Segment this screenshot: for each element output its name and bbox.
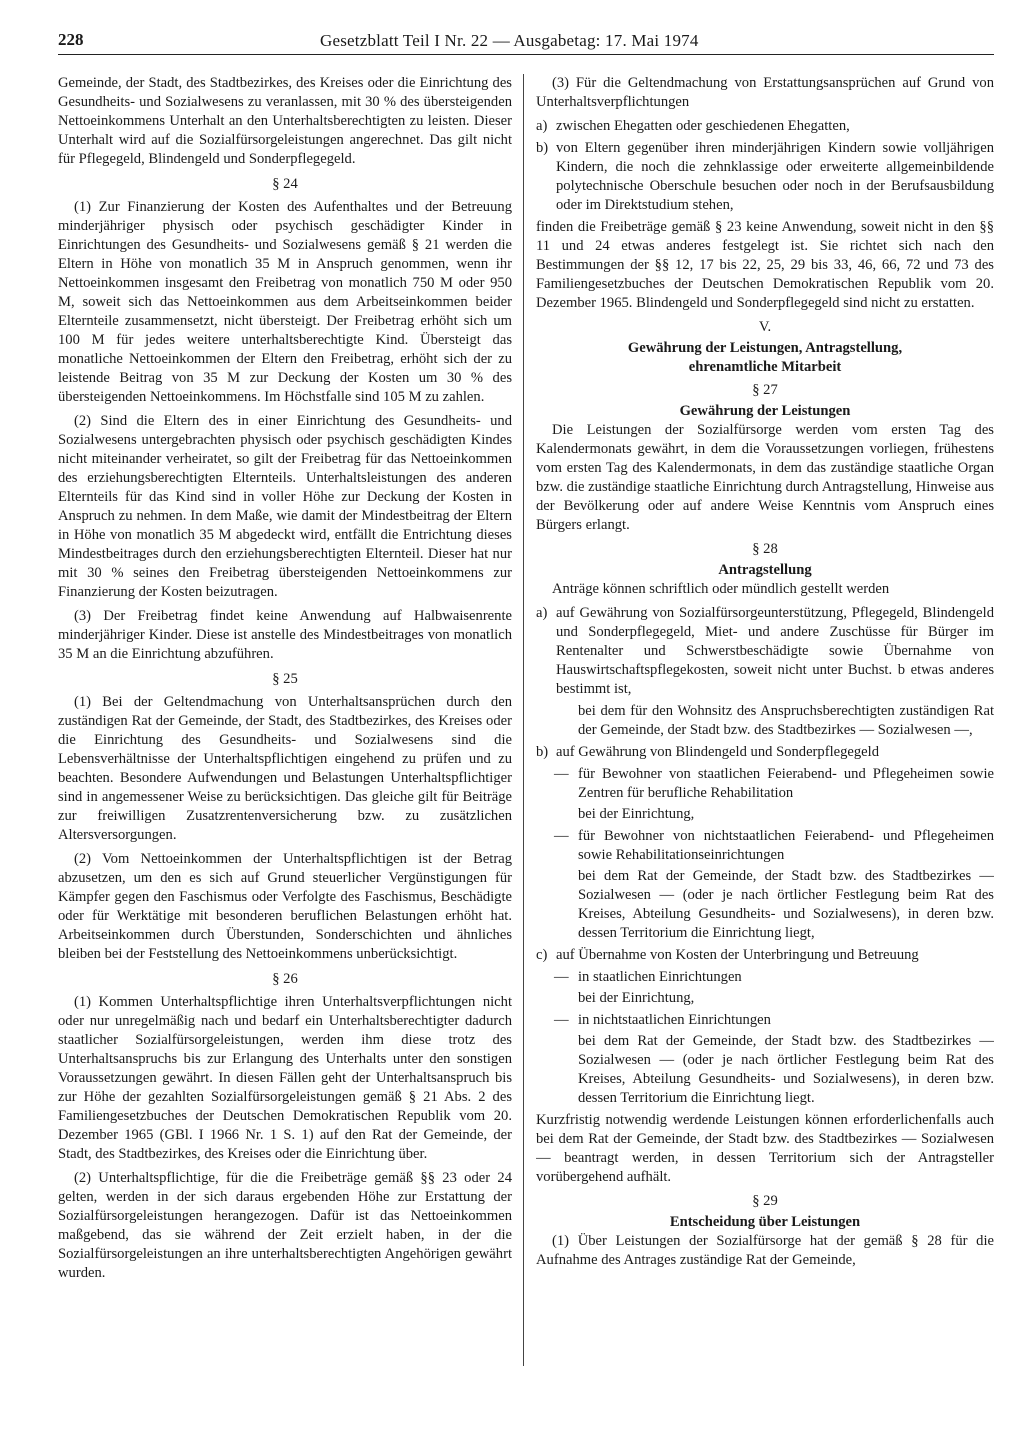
list-item (536, 139, 994, 215)
chapter-title: Gewährung der Leistungen, Antragstellung, (627, 340, 903, 356)
list-item-text: von Eltern gegenüber ihren minderjährigen Kindern sowie volljährigen Kindern, die noch die zehnklassige oder erweiterte allgemeinbildende polytechnische Oberschule besuchen oder noch in der Berufsausbildung oder im Direktstudium stehen, (556, 140, 994, 213)
list-marker: b) (536, 140, 549, 156)
paragraph: (2) Unterhaltspflichtige, für die die Freibeträge gemäß §§ 23 oder 24 gelten, werden in der sich daraus ergebenden Höhe zur Erstattung der Sozialfürsorgeleistungen herangezogen. Dafür ist das Nettoeinkommen maßgebend, das sie während der Zeit erzielt haben, in der die Sozialfürsorgeleistungen an ihre unterhaltsberechtigten Angehörigen gewährt wurden. (58, 1170, 512, 1281)
dash-marker: — (554, 969, 569, 985)
paragraph: (1) Über Leistungen der Sozialfürsorge hat der gemäß § 28 für die Aufnahme des Antrages zuständige Rat der Gemeinde, (536, 1233, 994, 1268)
paragraph: Die Leistungen der Sozialfürsorge werden vom ersten Tag des Kalendermonats gewährt, in dem die Voraussetzungen vorliegen, frühestens vom ersten Tag des Kalendermonats, in dem das zuständige staatliche Organ bzw. die zuständige staatliche Einrichtung durch Antragstellung, Hinweise aus der Bevölkerung oder auf andere Weise Kenntnis vom Anspruch eines Bürgers erlangt. (536, 422, 994, 533)
section-title: Antragstellung (718, 562, 812, 578)
left-column (58, 74, 512, 1364)
paragraph: finden die Freibeträge gemäß § 23 keine Anwendung, soweit nicht in den §§ 11 und 24 etwas anderes festgelegt ist. Sie richtet sich nach den Bestimmungen der §§ 12, 17 bis 22, 25, 29 bis 33, 46, 66, 72 und 73 des Familiengesetzbuches der Deutschen Demokratischen Republik vom 20. Dezember 1965. Blindengeld und Sonderpflegegeld sind nicht zu erstatten. (536, 219, 994, 311)
list-item (536, 604, 994, 699)
list-item-continuation: bei dem für den Wohnsitz des Anspruchsberechtigten zuständigen Rat der Gemeinde, der Stadt bzw. des Stadtbezirkes — Sozialwesen —, (578, 703, 994, 738)
list-item-text: auf Gewährung von Blindengeld und Sonderpflegegeld (556, 744, 880, 760)
list-item (536, 946, 994, 965)
list-item (536, 117, 994, 136)
list-item (536, 743, 994, 762)
sub-item (536, 1011, 994, 1030)
paragraph: (2) Vom Nettoeinkommen der Unterhaltspflichtigen ist der Betrag abzusetzen, um den es sich auf Grund steuerlicher Vergünstigungen für Kämpfer gegen den Faschismus oder Verfolgte des Faschismus, Beschädigte oder für Werktätige mit besonderen beruflichen Belastungen erhöht hat. Arbeitseinkommen durch Überstunden, Sonderschichten und ähnliches bleiben bei der Feststellung des Nettoeinkommens unberücksichtigt. (58, 851, 512, 962)
paragraph: (1) Zur Finanzierung der Kosten des Aufenthaltes und der Betreuung minderjähriger physisch oder psychisch geschädigter Kinder in Einrichtungen des Gesundheits- und Sozialwesens gemäß § 21 werden die Eltern in Höhe von monatlich 35 M in Anspruch genommen, wenn ihr Nettoeinkommen insgesamt den Freibetrag von monatlich 750 M oder 950 M, soweit sich das Nettoeinkommen aus dem Arbeitseinkommen beider Elternteile zusammensetzt, nicht übersteigt. Der Freibetrag erhöht sich um 100 M für jedes weitere unterhaltsberechtigte Kind. Übersteigt das monatliche Nettoeinkommen der Eltern den Freibetrag, erhöht sich der zu leistende Beitrag von 35 M zur Deckung der Kosten um 30 % des übersteigenden Nettoeinkommens. Im Höchstfalle sind 105 M zu zahlen. (58, 199, 512, 405)
section-title: Entscheidung über Leistungen (669, 1214, 861, 1230)
list-item-continuation: bei der Einrichtung, (578, 806, 695, 822)
section-heading-25: § 25 (272, 671, 298, 687)
section-heading-26: § 26 (272, 971, 298, 987)
section-heading-29: § 29 (752, 1193, 778, 1209)
sub-item (536, 968, 994, 987)
paragraph: (1) Bei der Geltendmachung von Unterhaltsansprüchen durch den zuständigen Rat der Gemeinde, der Stadt, des Stadtbezirkes, des Kreises oder die Einrichtung des Gesundheits- und Sozialwesens sind die Lebensverhältnisse der Unterhaltspflichtigen eingehend zu prüfen und zu beachten. Besondere Aufwendungen und Belastungen Unterhaltspflichtiger sind in angemessener Weise zu berücksichtigen. Das gleiche gilt für Beiträge zur freiwilligen Zusatzrentenversicherung bzw. zu zusätzlichen Altersversorgungen. (58, 694, 512, 843)
paragraph: (3) Für die Geltendmachung von Erstattungsansprüchen auf Grund von Unterhaltsverpflichtungen (536, 75, 994, 110)
sub-item-text: für Bewohner von staatlichen Feierabend- und Pflegeheimen sowie Zentren für berufliche Rehabilitation (578, 766, 994, 801)
page-header (58, 28, 994, 55)
list-item-continuation: bei der Einrichtung, (578, 990, 695, 1006)
sub-item-text: für Bewohner von nichtstaatlichen Feierabend- und Pflegeheimen sowie Rehabilitationseinrichtungen (578, 828, 994, 863)
dash-marker: — (554, 828, 569, 844)
section-title: Gewährung der Leistungen (679, 403, 851, 419)
list-marker: a) (536, 118, 548, 134)
sub-item (536, 827, 994, 865)
chapter-number: V. (758, 319, 772, 335)
section-heading-28: § 28 (752, 541, 778, 557)
sub-item-text: in nichtstaatlichen Einrichtungen (578, 1012, 771, 1028)
page-number: 228 (58, 30, 84, 49)
dash-marker: — (554, 766, 569, 782)
chapter-title: ehrenamtliche Mitarbeit (688, 359, 842, 375)
column-divider (523, 74, 524, 1366)
list-marker: a) (536, 605, 548, 621)
list-item-continuation: bei dem Rat der Gemeinde, der Stadt bzw. des Stadtbezirkes — Sozialwesen — (oder je nach örtlicher Festlegung beim Rat des Kreises, Abteilung Gesundheits- und Sozialwesens), in deren bzw. dessen Territorium die Einrichtung liegt. (578, 1033, 994, 1106)
paragraph: Kurzfristig notwendig werdende Leistungen können erforderlichenfalls auch bei dem Rat der Gemeinde, der Stadt bzw. des Stadtbezirkes — Sozialwesen — beantragt werden, in dessen Territorium sich der Antragsteller vorübergehend aufhält. (536, 1112, 994, 1185)
list-item-text: auf Gewährung von Sozialfürsorgeunterstützung, Pflegegeld, Blindengeld und Sonderpflegegeld, Miet- und andere Zuschüsse für Bürger im Rentenalter und Schwerstbeschädigte sowie Übernahme von Hauswirtschaftspflegekosten, soweit nicht unter Buchst. b etwas anderes bestimmt ist, (556, 605, 994, 697)
sub-item-text: in staatlichen Einrichtungen (578, 969, 742, 985)
paragraph: (3) Der Freibetrag findet keine Anwendung auf Halbwaisenrente minderjähriger Kinder. Diese ist anstelle des Mindestbeitrages von monatlich 35 M an die Einrichtung abzuführen. (58, 608, 512, 662)
section-heading-27: § 27 (752, 382, 778, 398)
list-marker: b) (536, 744, 549, 760)
list-item-text: auf Übernahme von Kosten der Unterbringung und Betreuung (556, 947, 919, 963)
dash-marker: — (554, 1012, 569, 1028)
paragraph: (2) Sind die Eltern des in einer Einrichtung des Gesundheits- und Sozialwesens untergebrachten physisch oder psychisch geschädigten Kindes nicht miteinander verheiratet, so gilt der Freibetrag für das Nettoeinkommen des erziehungsberechtigten Elternteils. Unterhaltsleistungen des anderen Elternteils für das Kind sind in voller Höhe zur Deckung der Kosten in Anspruch zu nehmen. In dem Maße, wie damit der Mindestbeitrag der Eltern in Höhe von monatlich 35 M abgedeckt wird, entfällt die Entrichtung dieses Mindestbeitrages durch den erziehungsberechtigten Elternteil. Dieser hat nur mit 30 % seines den Freibetrag übersteigenden Nettoeinkommens zur Finanzierung der Kosten beizutragen. (58, 413, 512, 600)
right-column (536, 74, 994, 1364)
sub-item (536, 765, 994, 803)
list-marker: c) (536, 947, 548, 963)
list-item-text: zwischen Ehegatten oder geschiedenen Ehegatten, (556, 118, 850, 134)
header-title: Gesetzblatt Teil I Nr. 22 — Ausgabetag: 17. Mai 1974 (320, 31, 699, 50)
paragraph: (1) Kommen Unterhaltspflichtige ihren Unterhaltsverpflichtungen nicht oder nur unregelmäßig nach und bedarf ein Unterhaltsberechtigter dadurch staatlicher Sozialfürsorgeleistungen, werden ihm diese trotz des Unterhaltsanspruchs bis zur Erlangung des Unterhalts unter den sonstigen Voraussetzungen gewährt. In diesen Fällen geht der Unterhaltsanspruch bis zur Höhe der gezahlten Sozialfürsorgeleistungen gemäß § 21 Abs. 2 des Familiengesetzbuches der Deutschen Demokratischen Republik vom 20. Dezember 1965 (GBl. I 1966 Nr. 1 S. 1) auf den Rat der Gemeinde, der Stadt, des Stadtbezirkes, des Kreises oder die Einrichtung über. (58, 994, 512, 1162)
paragraph: Gemeinde, der Stadt, des Stadtbezirkes, des Kreises oder die Einrichtung des Gesundheits- und Sozialwesens zu veranlassen, mit 30 % des übersteigenden Nettoeinkommens Unterhalt an den Unterhaltsberechtigten zu leisten. Dieser Unterhalt wird auf die Sozialfürsorgeleistungen angerechnet. Das gilt nicht für Pflegegeld, Blindengeld und Sonderpflegegeld. (58, 75, 512, 167)
section-heading-24: § 24 (272, 176, 298, 192)
list-item-continuation: bei dem Rat der Gemeinde, der Stadt bzw. des Stadtbezirkes — Sozialwesen — (oder je nach örtlicher Festlegung beim Rat des Kreises, Abteilung Gesundheits- und Sozialwesens), in deren bzw. dessen Territorium die Einrichtung liegt, (578, 868, 994, 941)
paragraph: Anträge können schriftlich oder mündlich gestellt werden (552, 581, 890, 597)
